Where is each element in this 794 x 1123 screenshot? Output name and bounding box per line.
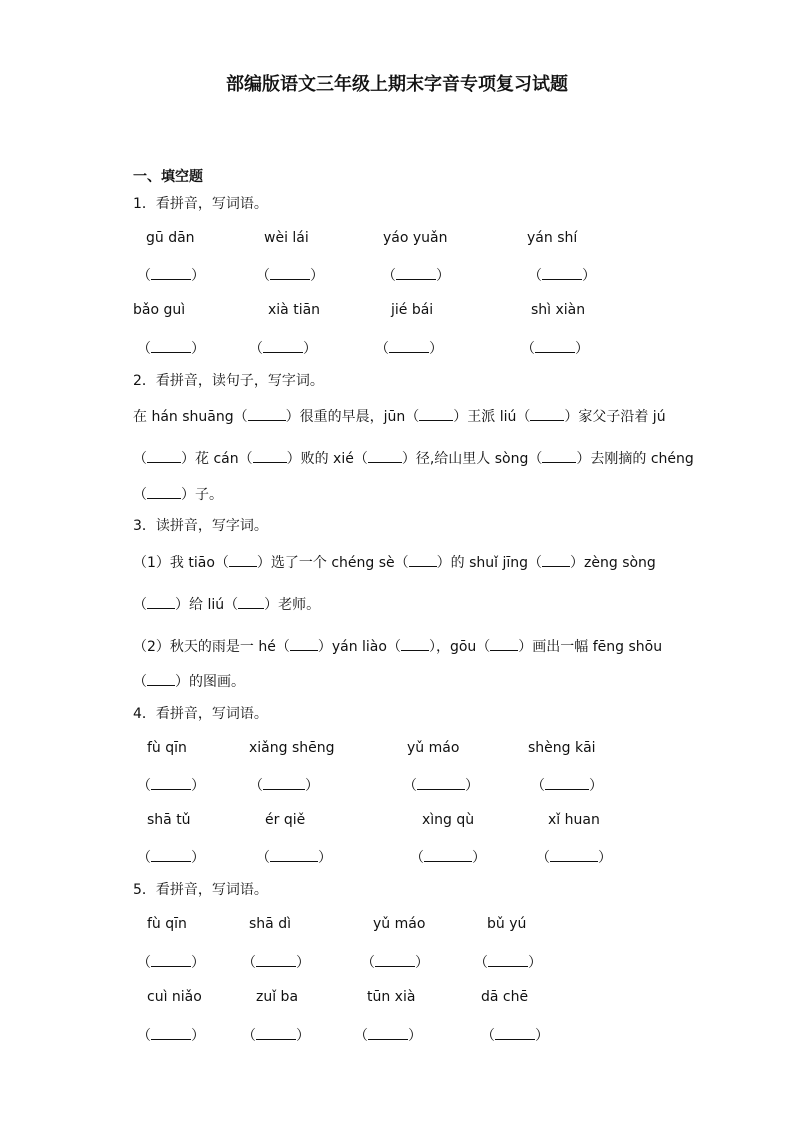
answer-blank[interactable]: （ ）: [521, 341, 589, 357]
pinyin-item: bǎo guì: [133, 302, 186, 318]
answer-blank[interactable]: （ ）: [382, 268, 450, 284]
question-1-heading: 1．看拼音，写词语。: [133, 196, 268, 212]
sentence-line: （1）我 tiāo（ ）选了一个 chéng sè（ ）的 shuǐ jīng（ ）zèng sòng: [133, 555, 656, 571]
answer-blank[interactable]: [290, 638, 318, 651]
pinyin-item: tūn xià: [367, 989, 416, 1005]
question-2-heading: 2．看拼音，读句子，写字词。: [133, 373, 324, 389]
pinyin-item: fù qīn: [147, 740, 187, 756]
answer-blank[interactable]: [409, 554, 437, 567]
answer-blank[interactable]: （ ）: [137, 778, 205, 794]
answer-blank[interactable]: [419, 408, 453, 421]
answer-blank[interactable]: （ ）: [137, 1028, 205, 1044]
pinyin-item: yǔ máo: [407, 740, 460, 756]
answer-blank[interactable]: [229, 554, 257, 567]
pinyin-item: shā dì: [249, 916, 291, 932]
pinyin-item: shèng kāi: [528, 740, 596, 756]
page-title: 部编版语文三年级上期末字音专项复习试题: [226, 74, 568, 95]
answer-blank[interactable]: [248, 408, 286, 421]
answer-blank[interactable]: [147, 596, 175, 609]
answer-blank[interactable]: [490, 638, 518, 651]
sentence-line: （2）秋天的雨是一 hé（ ）yán liào（ ），gōu（ ）画出一幅 fēng shōu: [133, 639, 663, 655]
answer-blank[interactable]: [542, 450, 576, 463]
sentence-line: （ ）花 cán（ ）败的 xié（ ）径,给山里人 sòng（ ）去刚摘的 chéng: [133, 451, 694, 467]
answer-blank[interactable]: （ ）: [474, 955, 542, 971]
section-heading: 一、填空题: [133, 169, 203, 185]
pinyin-item: shā tǔ: [147, 812, 191, 828]
answer-blank[interactable]: [530, 408, 564, 421]
sentence-line: （ ）的图画。: [133, 674, 245, 690]
answer-blank[interactable]: （ ）: [354, 1028, 422, 1044]
answer-blank[interactable]: [147, 450, 181, 463]
answer-blank[interactable]: （ ）: [256, 268, 324, 284]
answer-blank[interactable]: [147, 673, 175, 686]
answer-blank[interactable]: （ ）: [256, 850, 332, 866]
answer-blank[interactable]: （ ）: [375, 341, 443, 357]
pinyin-item: wèi lái: [264, 230, 309, 246]
answer-blank[interactable]: （ ）: [410, 850, 486, 866]
answer-blank[interactable]: [253, 450, 287, 463]
question-4-heading: 4．看拼音，写词语。: [133, 706, 268, 722]
pinyin-item: xǐ huan: [548, 812, 600, 828]
answer-blank[interactable]: （ ）: [137, 268, 205, 284]
pinyin-item: xìng qù: [422, 812, 475, 828]
answer-blank[interactable]: （ ）: [137, 955, 205, 971]
answer-blank[interactable]: （ ）: [361, 955, 429, 971]
answer-blank[interactable]: （ ）: [536, 850, 612, 866]
pinyin-item: gū dān: [146, 230, 195, 246]
answer-blank[interactable]: （ ）: [481, 1028, 549, 1044]
pinyin-item: ér qiě: [265, 812, 306, 828]
answer-blank[interactable]: [238, 596, 264, 609]
answer-blank[interactable]: （ ）: [249, 341, 317, 357]
answer-blank[interactable]: （ ）: [528, 268, 596, 284]
question-3-heading: 3．读拼音，写字词。: [133, 518, 268, 534]
pinyin-item: dā chē: [481, 989, 529, 1005]
pinyin-item: zuǐ ba: [256, 989, 299, 1005]
answer-blank[interactable]: （ ）: [249, 778, 319, 794]
answer-blank[interactable]: （ ）: [531, 778, 603, 794]
pinyin-item: xiǎng shēng: [249, 740, 335, 756]
pinyin-item: bǔ yú: [487, 916, 527, 932]
sentence-line: （ ）子。: [133, 487, 223, 503]
answer-blank[interactable]: [401, 638, 429, 651]
answer-blank[interactable]: （ ）: [137, 341, 205, 357]
sentence-line: 在 hán shuāng（ ）很重的早晨，jūn（ ）王派 liú（ ）家父子沿着 jú: [133, 409, 666, 425]
pinyin-item: yáo yuǎn: [383, 230, 448, 246]
answer-blank[interactable]: [542, 554, 570, 567]
answer-blank[interactable]: （ ）: [242, 955, 310, 971]
pinyin-item: cuì niǎo: [147, 989, 202, 1005]
pinyin-item: fù qīn: [147, 916, 187, 932]
answer-blank[interactable]: （ ）: [137, 850, 205, 866]
answer-blank[interactable]: （ ）: [242, 1028, 310, 1044]
answer-blank[interactable]: （ ）: [403, 778, 479, 794]
pinyin-item: yán shí: [527, 230, 578, 246]
question-5-heading: 5．看拼音，写词语。: [133, 882, 268, 898]
pinyin-item: xià tiān: [268, 302, 321, 318]
answer-blank[interactable]: [368, 450, 402, 463]
pinyin-item: shì xiàn: [531, 302, 586, 318]
answer-blank[interactable]: [147, 486, 181, 499]
pinyin-item: yǔ máo: [373, 916, 426, 932]
pinyin-item: jié bái: [391, 302, 434, 318]
sentence-line: （ ）给 liú（ ）老师。: [133, 597, 321, 613]
